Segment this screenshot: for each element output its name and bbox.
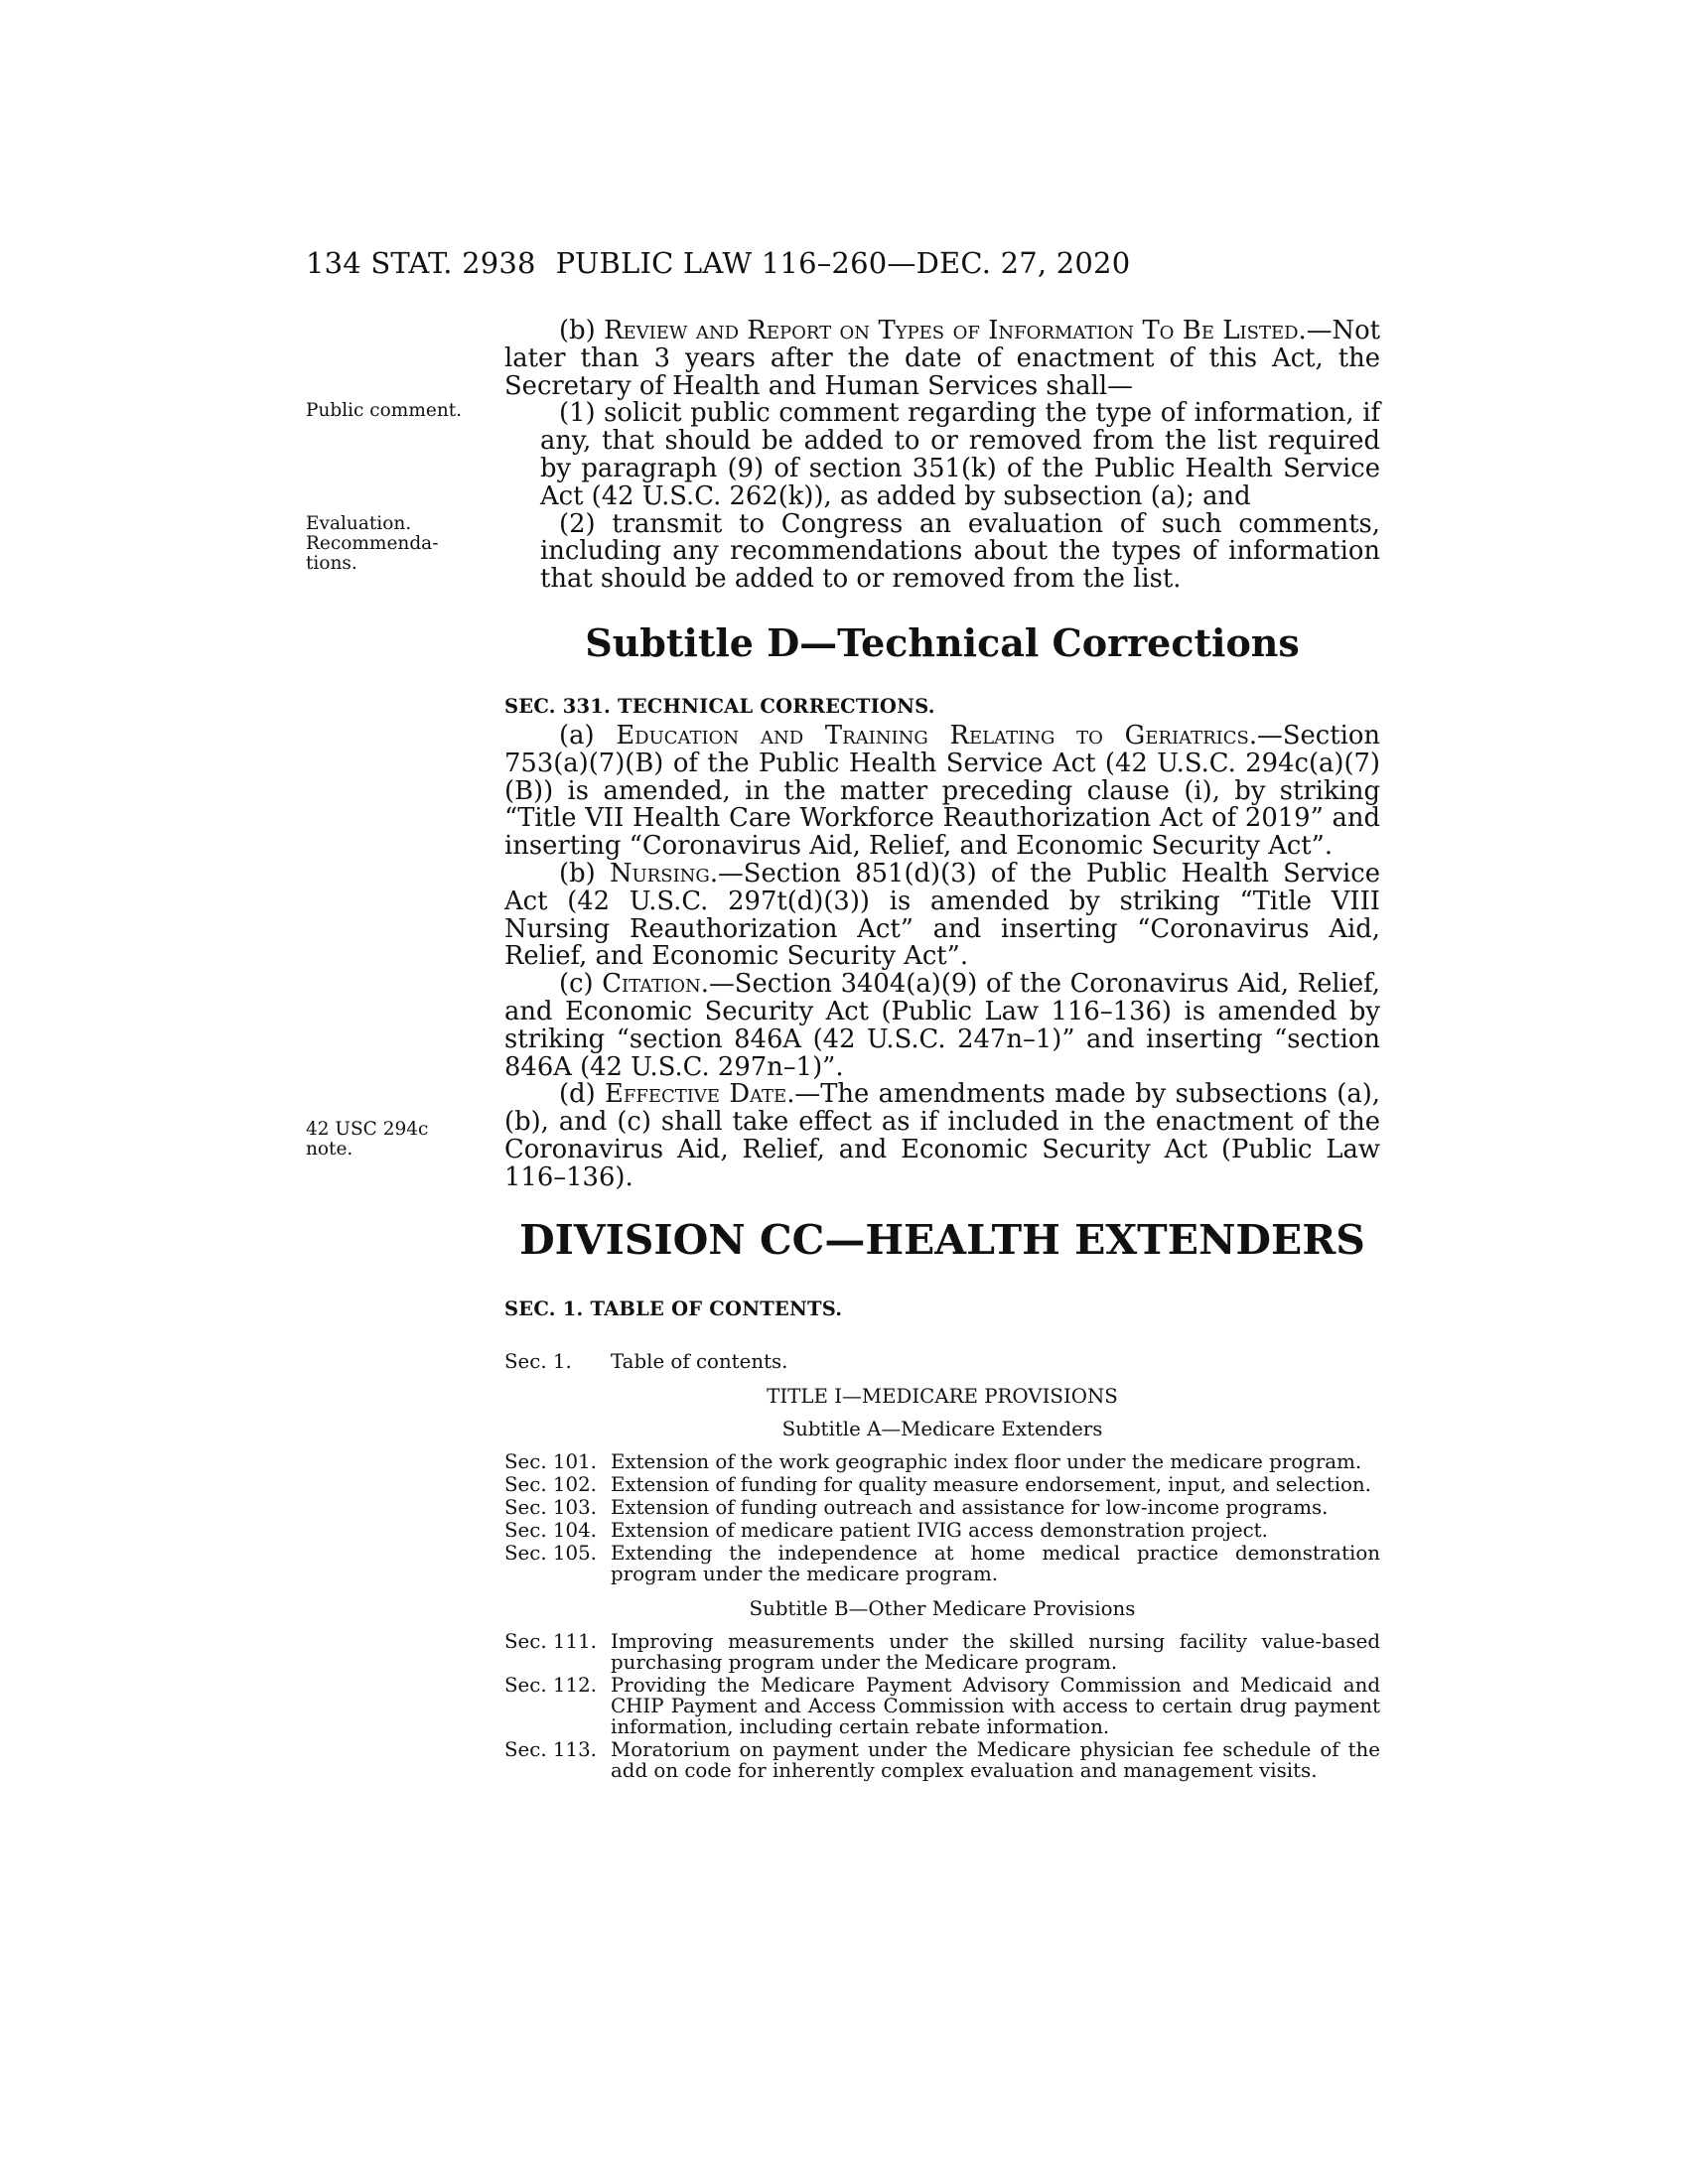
subsection-c: (c) Citation.—Section 3404(a)(9) of the Coronavirus Aid, Relief, and Economic Security Act (Public Law 116–136) is amended by striking “section 846A (42 U.S.C. 247n–1)” and inserting “section 846A (42 U.S.C. 297n–1)”. [504,969,1381,1082]
toc-subtitle-b-heading: Subtitle B—Other Medicare Provisions [749,1596,1136,1620]
toc-subtitle-a-heading: Subtitle A—Medicare Extenders [781,1417,1103,1440]
item-2: (2) transmit to Congress an evaluation of such comments, including any recommendations about the types of information that should be added to or removed from the list. [540,508,1380,595]
section-331-heading: SEC. 331. TECHNICAL CORRECTIONS. [504,694,935,718]
toc-row: Sec. 111. Improving measurements under the skilled nursing facility value-based purchasing program under the Medicare program. [504,1629,1380,1674]
toc-row: Sec. 112. Providing the Medicare Payment Advisory Commission and Medicaid and CHIP Payment and Access Commission with access to certain drug payment information, including certain rebate information. [504,1673,1380,1738]
stat-reference: 134 STAT. 2938 [306,246,536,280]
subsection-d: (d) Effective Date.—The amendments made by subsections (a), (b), and (c) shall take effect as if included in the enactment of the Coronavirus Aid, Relief, and Economic Security Act (Public Law 116–136). [504,1079,1380,1192]
subtitle-heading: Subtitle D—Technical Corrections [585,619,1300,665]
item-1: (1) solicit public comment regarding the type of information, if any, that should be added to or removed from the list required by paragraph (9) of section 351(k) of the Public Health Service Act (42 U.S.C. 262(k)), as added by subsection (a); and [540,398,1380,511]
toc-row: Sec. 113. Moratorium on payment under the Medicare physician fee schedule of the add on code for inherently complex evaluation and management visits. [504,1737,1380,1782]
toc-row: Sec. 1. Table of contents. [504,1349,788,1373]
margin-note-public-comment: Public comment. [306,400,463,421]
toc-row: Sec. 102. Extension of funding for quality measure endorsement, input, and selection. [504,1472,1371,1496]
table-of-contents [504,1351,1380,1781]
toc-row: Sec. 101. Extension of the work geographic index floor under the medicare program. [504,1449,1362,1473]
law-reference: PUBLIC LAW 116–260—DEC. 27, 2020 [555,246,1131,280]
toc-row: Sec. 103. Extension of funding outreach and assistance for low-income programs. [504,1495,1329,1519]
toc-title-heading: TITLE I—MEDICARE PROVISIONS [767,1384,1118,1408]
margin-note-usc: 42 USC 294c note. [306,1119,429,1160]
paragraph-b-heading: Review and Report on Types of Information To Be Listed [604,316,1299,345]
toc-row: Sec. 104. Extension of medicare patient IVIG access demonstration project. [504,1518,1268,1542]
paragraph-b: (b) Review and Report on Types of Information To Be Listed.—Not later than 3 years after the date of enactment of this Act, the Secretary of Health and Human Services shall— [504,316,1380,401]
margin-note-evaluation: Evaluation. Recommenda- tions. [306,513,439,574]
subsection-b: (b) Nursing.—Section 851(d)(3) of the Public Health Service Act (42 U.S.C. 297t(d)(3)) is amended by striking “Title VIII Nursing Reauthorization Act” and inserting “Coronavirus Aid, Relief, and Economic Security Act”. [504,858,1380,972]
toc-row: Sec. 105. Extending the independence at home medical practice demonstration program under the medicare program. [504,1541,1380,1585]
running-header [306,246,1380,286]
division-heading: DIVISION CC—HEALTH EXTENDERS [519,1215,1365,1264]
main-text [504,318,1380,1783]
section-1-heading: SEC. 1. TABLE OF CONTENTS. [504,1297,843,1320]
subsection-a: (a) Education and Training Relating to Geriatrics.—Section 753(a)(7)(B) of the Public Health Service Act (42 U.S.C. 294c(a)(7)(B)) is amended, in the matter preceding clause (i), by striking “Title VII Health Care Workforce Reauthorization Act of 2019” and inserting “Coronavirus Aid, Relief, and Economic Security Act”. [504,720,1381,862]
